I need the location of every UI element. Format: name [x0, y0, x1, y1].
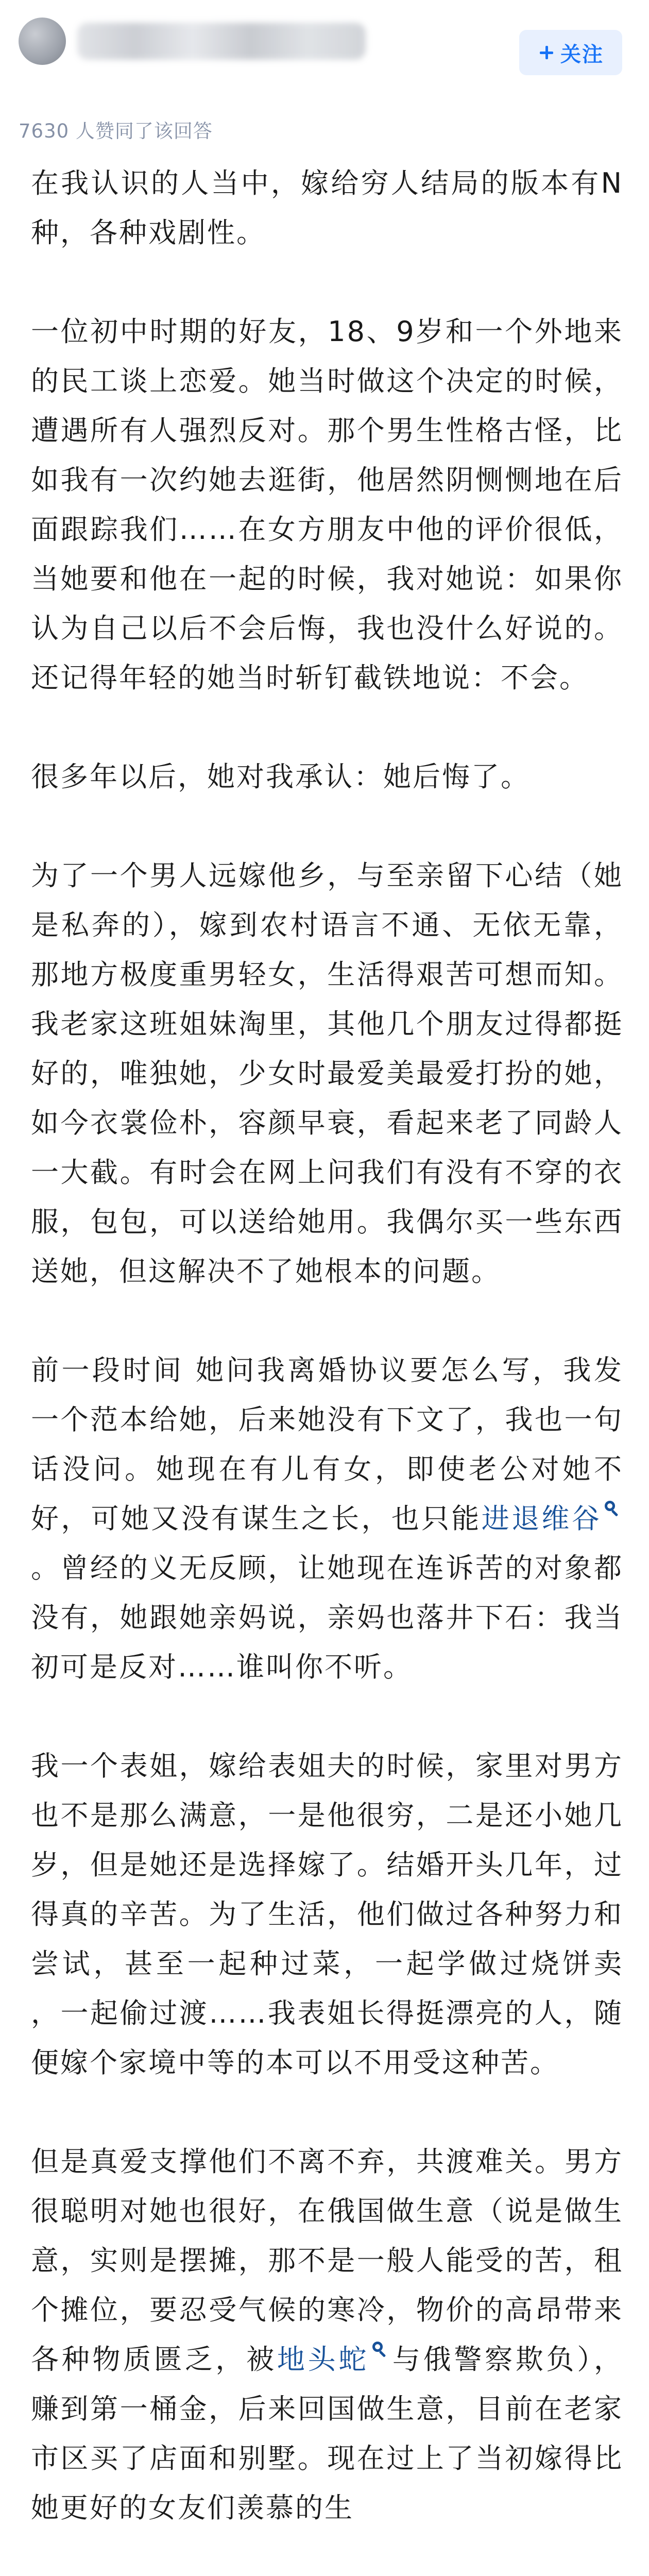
paragraph: 一位初中时期的好友，18、9岁和一个外地来的民工谈上恋爱。她当时做这个决定的时候，遭遇所有人强烈反对。那个男生性格古怪，比如我有一次约她去逛街，他居然阴恻恻地在后面跟踪我们……在女方朋友中他的评价很低，当她要和他在一起的时候，我对她说：如果你认为自己以后不会后悔，我也没什么好说的。还记得年轻的她当时斩钉截铁地说：不会。 [31, 315, 623, 694]
search-link-jintuiweigu[interactable] [482, 1502, 623, 1535]
paragraph [31, 2137, 623, 2533]
paragraph [31, 1346, 623, 1692]
search-link-label: 地头蛇 [277, 2343, 370, 2376]
author-name-blurred[interactable] [77, 23, 366, 60]
search-icon [370, 2340, 391, 2361]
paragraph: 在我认识的人当中，嫁给穷人结局的版本有N种，各种戏剧性。 [31, 167, 623, 249]
paragraph-text: 但是真爱支撑他们不离不弃，共渡难关。男方很聪明对她也很好，在俄国做生意（说是做生意，实则是摆摊，那不是一般人能受的苦，租个摊位，要忍受气候的寒冷，物价的高昂带来各种物质匮乏，被 [31, 2145, 623, 2376]
plus-icon [538, 44, 555, 61]
author-avatar[interactable] [19, 18, 66, 65]
answer-body [31, 159, 623, 2533]
follow-button[interactable] [519, 30, 622, 75]
paragraph-text: 前一段时间 她问我离婚协议要怎么写，我发一个范本给她，后来她没有下文了，我也一句话没问。她现在有儿有女，即使老公对她不好，可她又没有谋生之长，也只能 [31, 1354, 623, 1535]
answer-header [0, 0, 649, 103]
search-link-label: 进退维谷 [481, 1502, 602, 1535]
search-icon [603, 1499, 623, 1520]
paragraph: 为了一个男人远嫁他乡，与至亲留下心结（她是私奔的），嫁到农村语言不通、无依无靠，那地方极度重男轻女，生活得艰苦可想而知。我老家这班姐妹淘里，其他几个朋友过得都挺好的，唯独她，少女时最爱美最爱打扮的她，如今衣裳俭朴，容颜早衰，看起来老了同龄人一大截。有时会在网上问我们有没有不穿的衣服，包包，可以送给她用。我偶尔买一些东西送她，但这解决不了她根本的问题。 [31, 859, 623, 1287]
search-link-ditoushe[interactable] [277, 2343, 391, 2376]
follow-label: 关注 [560, 42, 604, 66]
paragraph: 很多年以后，她对我承认：她后悔了。 [31, 760, 530, 793]
paragraph-text: 与俄警察欺负），赚到第一桶金，后来回国做生意，目前在老家市区买了店面和别墅。现在过上了当初嫁得比她更好的女友们羡慕的生 [31, 2343, 624, 2524]
vote-summary: 7630 人赞同了该回答 [19, 120, 213, 142]
paragraph: 我一个表姐，嫁给表姐夫的时候，家里对男方也不是那么满意，一是他很穷，二是还小她几岁，但是她还是选择嫁了。结婚开头几年，过得真的辛苦。为了生活，他们做过各种努力和尝试，甚至一起种过菜，一起学做过烧饼卖 ，一起偷过渡……我表姐长得挺漂亮的人，随便嫁个家境中等的本可以不用受这种苦。 [31, 1750, 623, 2079]
paragraph-text: 。曾经的义无反顾，让她现在连诉苦的对象都没有，她跟她亲妈说，亲妈也落井下石：我当初可是反对……谁叫你不听。 [31, 1552, 623, 1683]
